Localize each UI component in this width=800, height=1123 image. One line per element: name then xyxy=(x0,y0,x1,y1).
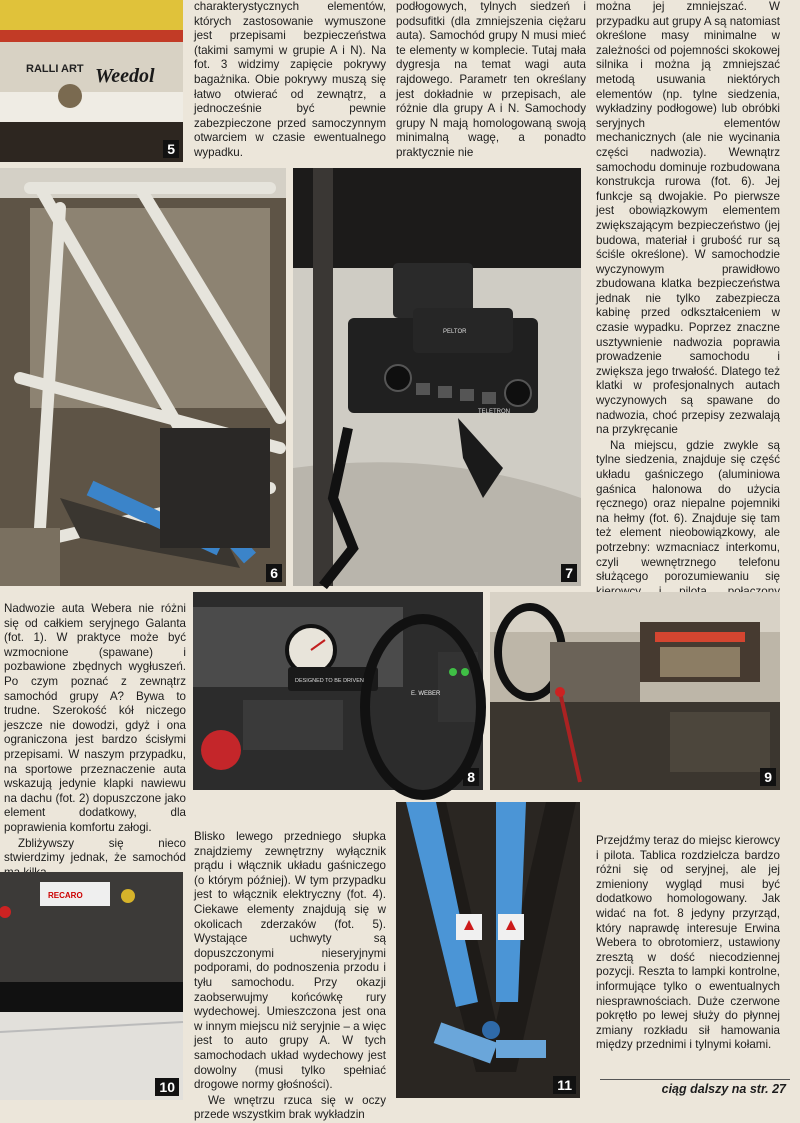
photo-8-dashboard xyxy=(193,592,483,790)
photo-9-number: 9 xyxy=(760,768,776,786)
text-column-top-right-a xyxy=(396,0,586,159)
paragraph: We wnętrzu rzuca się w oczy przede wszystkim brak wykładzin xyxy=(194,1093,386,1122)
photo-9-image xyxy=(490,592,780,790)
photo-11-image xyxy=(396,802,580,1098)
photo-10-image xyxy=(0,872,183,1100)
photo-6-image xyxy=(0,168,286,586)
text-column-bottom-middle xyxy=(194,830,387,1122)
photo-5-image xyxy=(0,0,183,162)
paragraph: Na miejscu, gdzie zwykle są tylne siedzenia, znajduje się część układu gaśniczego (aluminiowa gaśnica halonowa do użycia ręcznego) oraz niepalne pojemniki na hełmy (fot. 6). Znajduje się tam też element nieobowiązkowy, ale potrzebny: wzmacniacz interkomu, czyli wewnętrznego telefonu służącego porozumiewaniu się xyxy=(596,438,780,584)
photo-10-number: 10 xyxy=(155,1078,179,1096)
photo-6-roll-cage xyxy=(0,168,286,586)
paragraph: Przejdźmy teraz do miejsc kierowcy i pilota. Tablica rozdzielcza bardzo różni się od seryjnej, ale jej zmieniony wygląd musi być dodatkowo homologowany. Jak widać na fot. 8 jedyny przyrząd, który naprawdę interesuje Erwina Webera to obrotomierz, ustawiony zresztą w dość niecodziennej pozycji. Reszta to lampki kontrolne, informujące tylko o ewentualnych niesprawnościach. Duże czerwone pokrętło po lewej służy do płynnej zmiany rozkładu sił hamowania między przednimi i tylnymi kołami. xyxy=(596,834,780,1052)
paragraph: charakterystycznych elementów, których zastosowanie wymuszone jest przepisami bezpieczeństwa (takimi samymi w grupie A i N). Na fot. 3 widzimy zapięcie pokrywy bagażnika. Obie pokrywy muszą się łatwo otwierać od zewnątrz, a jednocześnie być pewnie zabezpieczone przed samoczynnym otwarciem w czasie ewentualnego wypadku. xyxy=(194,0,386,159)
photo-11-number: 11 xyxy=(553,1076,576,1094)
photo-10-seat xyxy=(0,872,183,1100)
photo-7-label-peltor: PELTOR xyxy=(443,329,467,335)
paragraph: podłogowych, tylnych siedzeń i podsufitki (dla zmniejszenia ciężaru auta). Samochód grupy N musi mieć te elementy w komplecie. Tutaj mała dygresja na temat wagi auta rajdowego. Parametr ten określany jest dokładnie w przepisach, ale różnie dla grupy A i N. Samochody grupy N mają homologowaną swoją minimalną wagę, a ponadto praktycznie nie xyxy=(396,0,586,159)
paragraph: Nadwozie auta Webera nie różni się od całkiem seryjnego Galanta (fot. 1). W praktyce może być wzmocnione (spawane) i pozbawione zbędnych wygłuszeń. Po czym poznać z zewnątrz samochód grupy A? Bywa to trudne. Szerokość kół niczego jeszcze nie dowodzi, gdyż i ona ograniczona jest bardzo ścisłymi przepisami. W naszym przypadku, na sportowe przeznaczenie auta wskazują jedynie klapki nawiewu na dachu (fot. 2) dopuszczone jako element dodatkowy, dla poprawienia komfortu załogi. xyxy=(4,602,186,834)
photo-5-label-brand: Weedol xyxy=(95,65,155,87)
photo-8-label-designed: DESIGNED TO BE DRIVEN xyxy=(295,678,364,684)
footer-rule xyxy=(600,1079,790,1080)
photo-7-number: 7 xyxy=(561,564,577,582)
photo-5-rear-bumper xyxy=(0,0,183,162)
text-column-right-upper xyxy=(596,0,780,584)
photo-7-intercom xyxy=(293,168,581,586)
photo-5-number: 5 xyxy=(163,140,179,158)
photo-8-number: 8 xyxy=(463,768,479,786)
text-column-bottom-right xyxy=(596,834,780,1074)
paragraph: Blisko lewego przedniego słupka znajdziemy zewnętrzny wyłącznik prądu i włącznik układu gaśniczego (o którym później). W tym przypadku jest to włącznik elektryczny (fot. 4). Ciekawe elementy znajdują się w okolicach zderzaków (fot. 5). Wystające uchwyty są dopuszczonymi nieseryjnymi podporami, do podnoszenia przodu i tyłu samochodu. Przy okazji zaobserwujmy końcówkę rury wydechowej. Umieszczona jest ona w innym miejscu niż seryjnie – a więc jest to auto grupy A. W tych samochodach układ wydechowy jest dowolny (musi tylko spełniać drogowe normy głośności). xyxy=(194,830,387,1092)
photo-6-number: 6 xyxy=(266,564,282,582)
paragraph: można jej zmniejszać. W przypadku aut grupy A są natomiast określone masy minimalne w zależności od pojemności skokowej silnika i można ją zmniejszać metodą usuwania niektórych elementów (np. tylne siedzenia, wykładziny podłogowe) lub obróbki seryjnych elementów mechanicznych (ale nie wycinania części nadwozia). Wewnątrz samochodu dominuje rozbudowana konstrukcja rurowa (fot. 6). Jej funkcje są dwojakie. Po pierwsze jest obowiązkowym elementem zwiększającym bezpieczeństwo (jej budowa, materiał i grubość rur są ściśle określone). W samochodzie wyczynowym prawidłowo zbudowana klatka bezpieczeństwa jednak nie tylko zabezpiecza kabinę przed odkształceniem w czasie wypadku. Poprzez znaczne usztywnienie nadwozia poprawia prowadzenie samochodu i zwiększa jego trwałość. Dlatego też klatki w profesjonalnych autach wyczynowych są spawane do nadwozia, choć przepisy zezwalają na przykręcanie xyxy=(596,0,780,437)
text-column-middle-left xyxy=(4,602,186,865)
photo-11-harness xyxy=(396,802,580,1098)
photo-10-label-recaro: RECARO xyxy=(48,891,83,900)
continued-on-page: ciąg dalszy na str. 27 xyxy=(661,1082,786,1096)
photo-7-label-teletron: TELETRON xyxy=(478,409,511,415)
text-column-top-middle xyxy=(194,0,386,159)
photo-7-image xyxy=(293,168,581,586)
photo-8-image xyxy=(193,592,483,790)
photo-8-label-name: E. WEBER xyxy=(411,691,441,697)
paragraph: Zbliżywszy się nieco stwierdzimy jednak, że samochód xyxy=(4,836,186,865)
photo-5-label-ralliart: RALLI ART xyxy=(26,63,84,75)
photo-9-interior xyxy=(490,592,780,790)
